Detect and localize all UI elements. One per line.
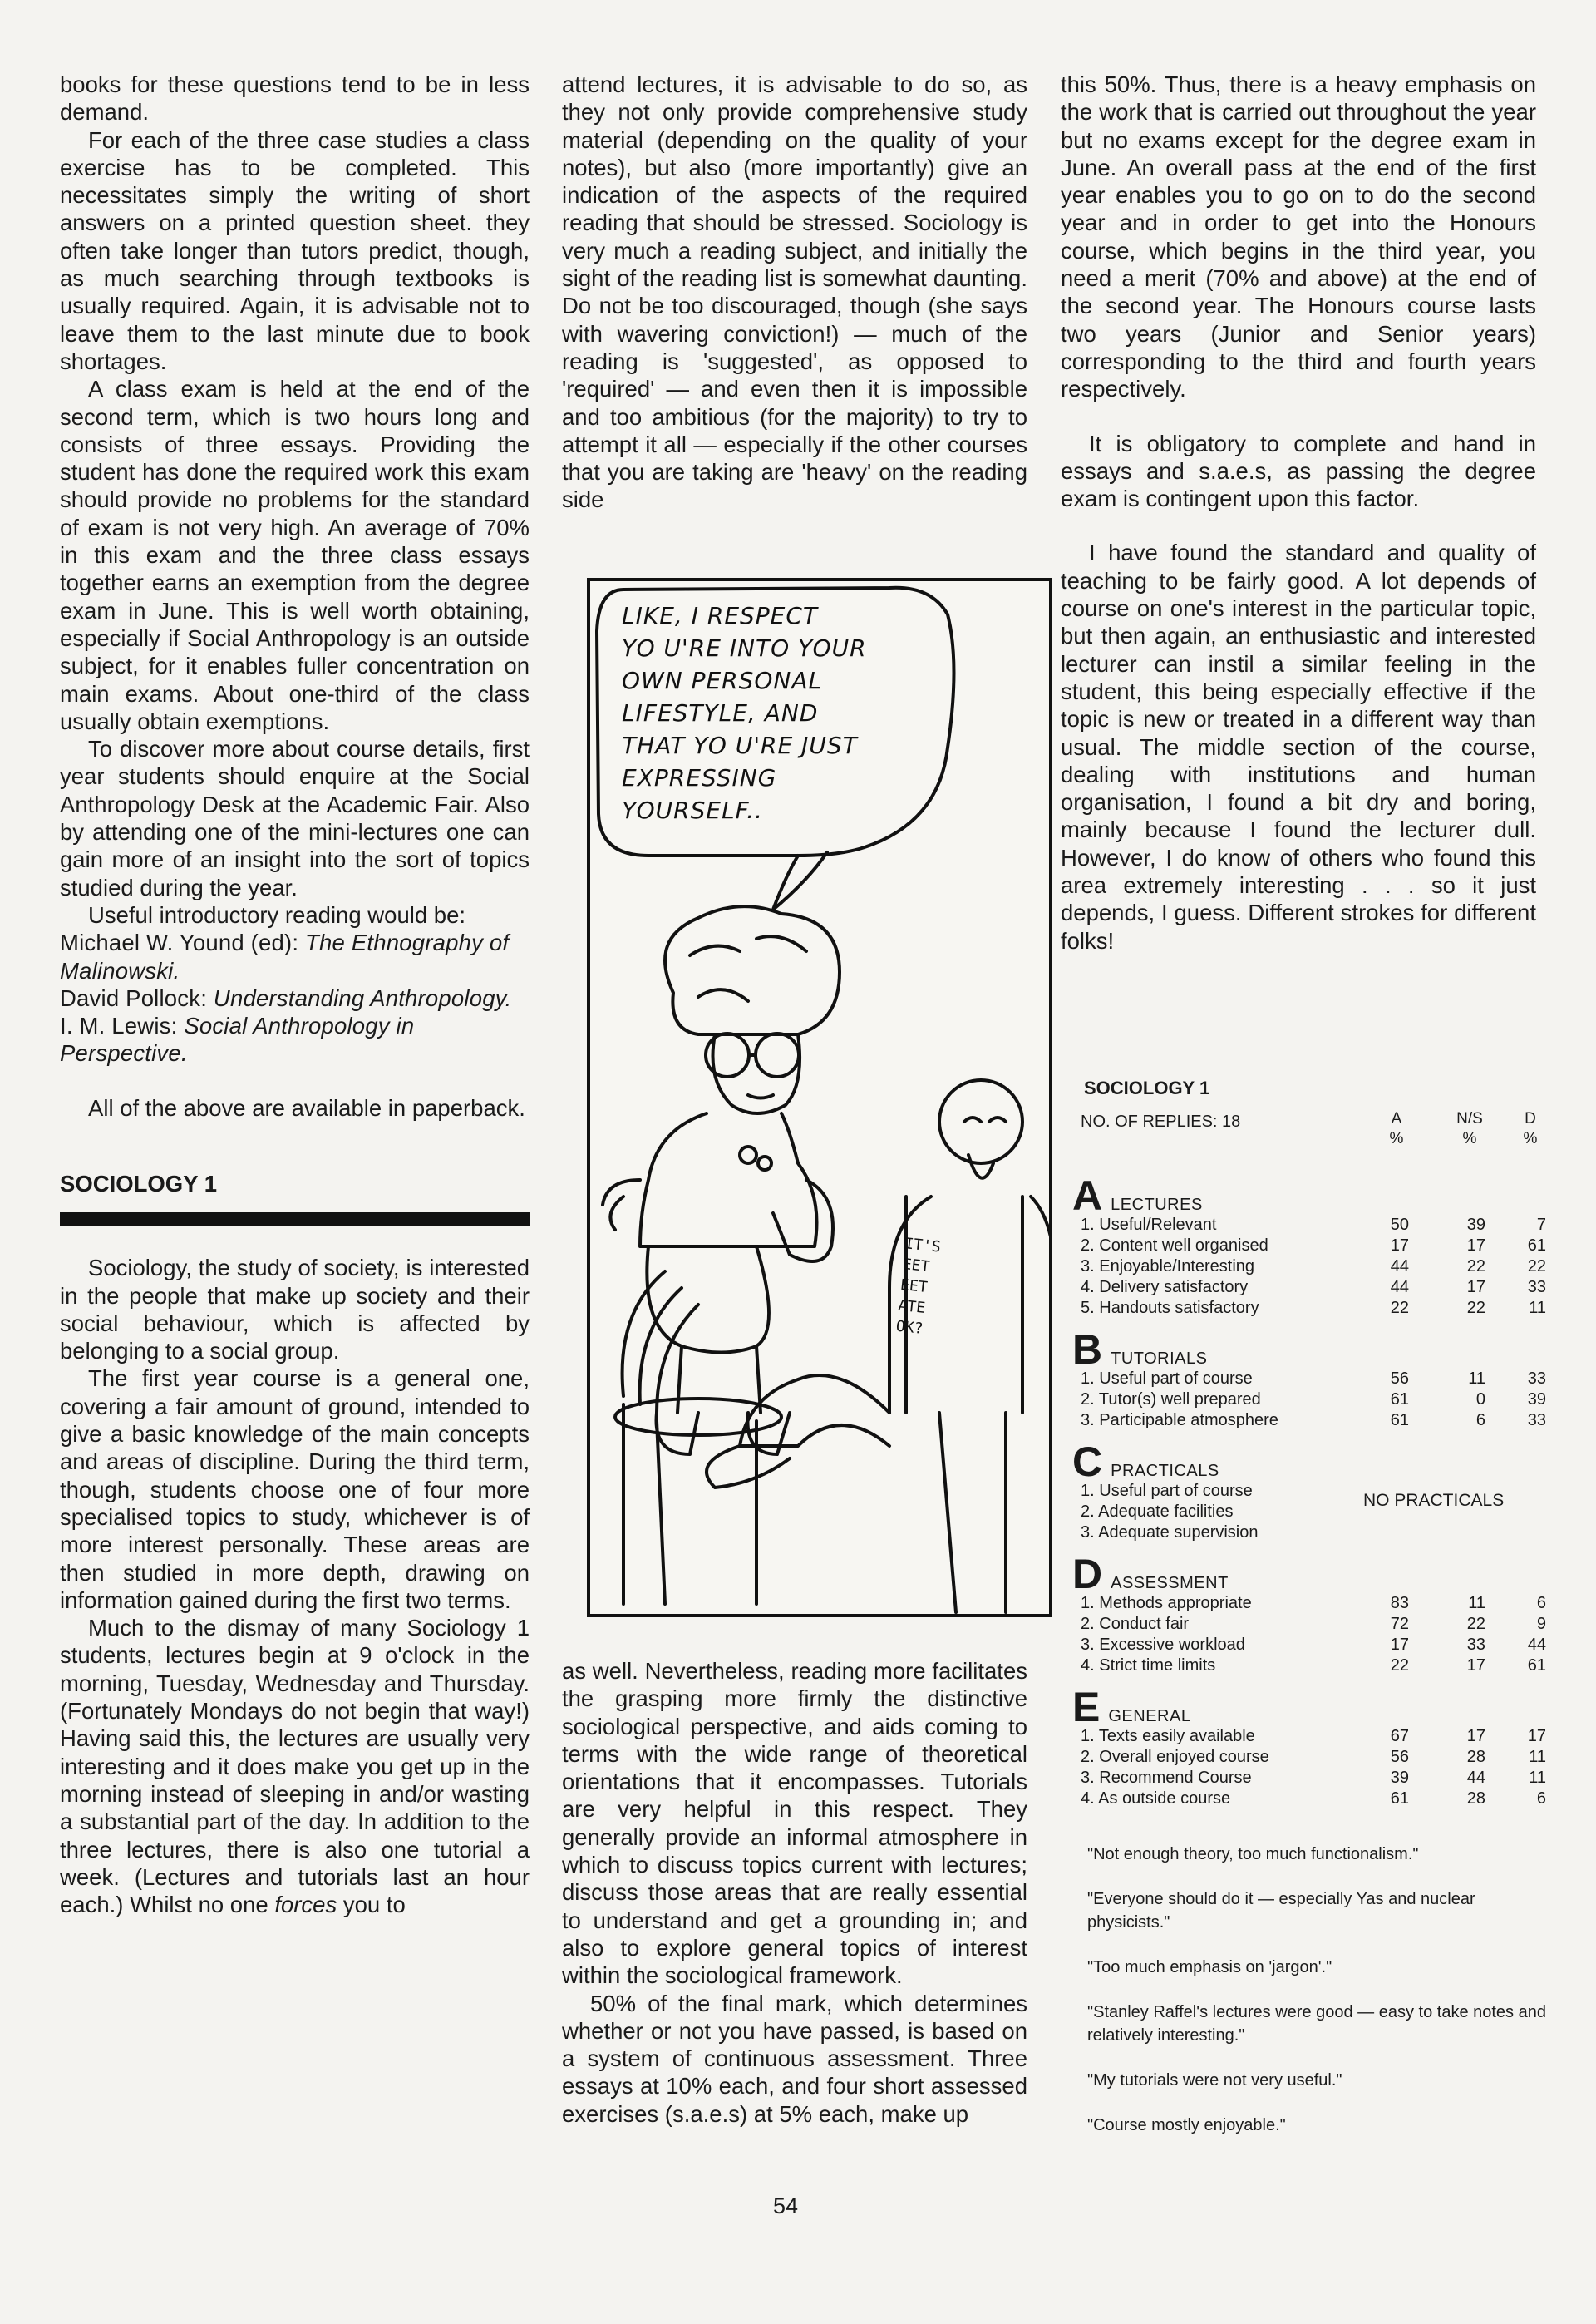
paragraph: as well. Nevertheless, reading more facilitates the grasping more firmly the distinctive sociological perspective, and aids coming to terms with the wide range of theoretical orientations that it encompasses. Tutorials are very helpful in this respect. They generally provide an informal atmosphere in which to discuss topics current with lectures; discuss those areas that are really essential to understand and get a grounding in; and also to explore general topics of interest within the sociological framework. [562,1658,1027,1989]
section-header [1072,1684,1554,1730]
heading-rule [60,1212,530,1226]
value-not-sure: 11 [1468,1369,1485,1388]
section-label: LECTURES [1111,1196,1203,1214]
survey-replies: NO. OF REPLIES: 18 [1081,1113,1241,1131]
value-not-sure: 33 [1466,1636,1485,1654]
value-not-sure: 6 [1475,1411,1485,1429]
table-row [1072,1256,1554,1277]
row-label: 1. Texts easily available [1081,1727,1255,1745]
table-row [1072,1655,1554,1676]
table-row [1072,1410,1554,1431]
survey-sections [1072,1172,1554,1809]
value-disagree: 6 [1536,1594,1546,1612]
value-agree: 22 [1390,1299,1409,1317]
row-label: 4. Delivery satisfactory [1081,1278,1249,1296]
value-disagree: 22 [1527,1257,1546,1275]
section-header [1072,1326,1554,1373]
row-label: 1. Methods appropriate [1081,1594,1252,1612]
speech-bubble-text: LIKE, I RESPECT YO U'RE INTO YOUR OWN PERSONAL LIFESTYLE, AND THAT YO U'RE JUST EXPRESSING YOURSELF.. [622,602,867,824]
paragraph: For each of the three case studies a class exercise has to be completed. This necessitates simply the writing of short answers on a printed question sheet. they often take longer than tutors predict, though, as much searching through textbooks is usually required. Again, it is advisable not to leave them to the last minute due to book shortages. [60,126,530,374]
section-label: GENERAL [1108,1707,1191,1725]
value-not-sure: 28 [1466,1789,1485,1808]
row-label: 2. Conduct fair [1081,1615,1190,1633]
row-label: 3. Enjoyable/Interesting [1081,1257,1255,1275]
value-not-sure: 17 [1466,1236,1485,1255]
value-not-sure: 11 [1468,1594,1485,1612]
value-agree: 72 [1390,1615,1409,1633]
value-not-sure: 22 [1466,1615,1485,1633]
value-not-sure: 22 [1466,1257,1485,1275]
value-disagree: 33 [1527,1411,1546,1429]
value-disagree: 17 [1527,1727,1546,1745]
value-not-sure: 0 [1475,1390,1485,1409]
value-disagree: 11 [1529,1769,1546,1787]
paragraph: Sociology, the study of society, is interested in the people that make up society and their social behaviour, which is affected by belonging to a social group. [60,1255,530,1364]
value-agree: 22 [1390,1656,1409,1675]
survey-title: SOCIOLOGY 1 [1084,1078,1210,1098]
section-letter: C [1072,1438,1103,1485]
survey-results [1072,1078,1554,2159]
paragraph: I have found the standard and quality of teaching to be fairly good. A lot depends of course on one's interest in the particular topic, but then again, an enthusiastic and interested lecturer can instil a similar feeling in the student, this being especially effective if the topic is new or treated in a different way than usual. The middle section of the course, dealing with institutions and human organisation, I found a bit dry and boring, mainly because I found the lecturer dull. However, I do know of others who found this area extremely interesting . . . so it just depends, I guess. Different strokes for different folks! [1061,540,1536,954]
section-letter: B [1072,1326,1103,1373]
row-label: 3. Adequate supervision [1081,1523,1259,1542]
survey-section [1072,1172,1554,1319]
value-agree: 56 [1390,1748,1409,1766]
section-label: TUTORIALS [1111,1349,1208,1368]
quote: "Course mostly enjoyable." [1087,2116,1286,2134]
paragraph: It is obligatory to complete and hand in essays and s.a.e.s, as passing the degree exam is contingent upon this factor. [1061,430,1536,512]
t-shirt-text: IT'S EET EET ATE OK? [894,1235,942,1338]
row-label: 2. Tutor(s) well prepared [1081,1390,1261,1409]
table-row [1072,1747,1554,1768]
value-agree: 44 [1390,1257,1409,1275]
table-row [1072,1389,1554,1410]
value-agree: 17 [1390,1636,1409,1654]
section-note: NO PRACTICALS [1363,1491,1505,1510]
paragraph: attend lectures, it is advisable to do so, as they not only provide comprehensive study material (depending on the quality of your notes), but also (more importantly) give an indication of the aspects of the required reading that should be stressed. Sociology is very much a reading subject, and initially the sight of the reading list is somewhat daunting. Do not be too discouraged, though (she says with wavering conviction!) — much of the reading is 'suggested', as opposed to 'required' — and even then it is impossible and too ambitious (for the majority) to try to attempt it all — especially if the other courses that you are taking are 'heavy' on the reading side [562,72,1027,513]
table-row [1072,1277,1554,1298]
survey-section [1072,1326,1554,1431]
table-row [1072,1298,1554,1319]
value-disagree: 33 [1527,1278,1546,1296]
column-header-ns: N/S % [1456,1110,1483,1147]
row-label: 4. As outside course [1081,1789,1231,1808]
table-row [1072,1502,1554,1522]
paragraph: books for these questions tend to be in less demand. [60,72,530,126]
table-row [1072,1369,1554,1389]
reading-intro: Useful introductory reading would be: [88,901,466,928]
paragraph: Much to the dismay of many Sociology 1 students, lectures begin at 9 o'clock in the morning, Tuesday, Wednesday and Thursday. (Fortunately Mondays do not begin that way!) Having said this, the lectures are usually very interesting and it does make you get up in the morning instead of sleeping in and/or wasting a substantial part of the day. In addition to the three lectures, there is also one tutorial a week. (Lectures and tutorials last an hour each.) Whilst no one forces you to [60,1615,530,1918]
reading-item: David Pollock: Understanding Anthropology. [60,984,512,1011]
column-3 [1061,71,1536,955]
value-agree: 61 [1390,1789,1409,1808]
value-not-sure: 28 [1466,1748,1485,1766]
survey-section [1072,1684,1554,1809]
column-2-continued [562,1657,1027,2128]
value-agree: 44 [1390,1278,1409,1296]
column-1 [60,71,530,1918]
value-not-sure: 17 [1466,1278,1485,1296]
value-not-sure: 17 [1466,1727,1485,1745]
value-agree: 56 [1390,1369,1409,1388]
row-label: 3. Participable atmosphere [1081,1411,1278,1429]
table-row [1072,1789,1554,1809]
value-agree: 17 [1390,1236,1409,1255]
value-disagree: 9 [1536,1615,1546,1633]
page-number: 54 [773,2193,799,2218]
row-label: 4. Strict time limits [1081,1656,1216,1675]
value-not-sure: 22 [1466,1299,1485,1317]
section-header [1072,1551,1554,1597]
paragraph: To discover more about course details, first year students should enquire at the Social Anthropology Desk at the Academic Fair. Also by attending one of the mini-lectures one can gain more of an insight into the sort of topics studied during the year. [60,736,530,900]
value-disagree: 11 [1529,1748,1546,1766]
quote: "Not enough theory, too much functionalism." [1087,1845,1419,1863]
quote: "My tutorials were not very useful." [1087,2071,1342,2090]
row-label: 2. Adequate facilities [1081,1502,1234,1521]
row-label: 1. Useful part of course [1081,1369,1253,1388]
value-disagree: 61 [1527,1656,1546,1675]
value-agree: 67 [1390,1727,1409,1745]
paragraph: The first year course is a general one, covering a fair amount of ground, intended to give a basic knowledge of the main concepts and areas of discipline. During the third term, though, students choose one of four more specialised topics to study, whichever is of more interest personally. These areas are then studied in more depth, drawing on information gained during the first two terms. [60,1365,530,1613]
column-2 [562,71,1027,514]
section-header [1072,1438,1554,1485]
paragraph: 50% of the final mark, which determines whether or not you have passed, is based on a system of continuous assessment. Three essays at 10% each, and four short assessed exercises (s.a.e.s) at 5% each, make up [562,1990,1027,2127]
section-header [1072,1172,1554,1219]
value-agree: 50 [1390,1216,1409,1234]
section-label: PRACTICALS [1111,1462,1219,1480]
paragraph: this 50%. Thus, there is a heavy emphasis on the work that is carried out throughout the year but no exams except for the degree exam in June. An overall pass at the end of the first year enables you to go on to do the second year and in order to get into the Honours course, which begins in the third year, you need a merit (70% and above) at the end of the second year. The Honours course lasts two years (Junior and Senior years) corresponding to the third and fourth years respectively. [1061,72,1536,402]
value-disagree: 61 [1527,1236,1546,1255]
row-label: 3. Recommend Course [1081,1769,1252,1787]
quote: "Too much emphasis on 'jargon'." [1087,1958,1332,1976]
value-disagree: 11 [1529,1299,1546,1317]
quote: "Everyone should do it — especially Yas and nuclear physicists." [1087,1890,1475,1932]
row-label: 2. Content well organised [1081,1236,1268,1255]
student-quotes [1072,1843,1554,2137]
table-row [1072,1768,1554,1789]
value-agree: 83 [1390,1594,1409,1612]
row-label: 3. Excessive workload [1081,1636,1245,1654]
survey-section [1072,1551,1554,1676]
row-label: 5. Handouts satisfactory [1081,1299,1259,1317]
value-disagree: 39 [1527,1390,1546,1409]
row-label: 2. Overall enjoyed course [1081,1748,1269,1766]
column-header-a: A % [1389,1110,1404,1147]
cartoon-illustration [587,578,1052,1617]
reading-item: I. M. Lewis: Social Anthropology in Perspective. [60,1013,415,1067]
table-row [1072,1522,1554,1543]
row-label: 1. Useful part of course [1081,1482,1253,1500]
table-row [1072,1726,1554,1747]
paragraph: A class exam is held at the end of the second term, which is two hours long and consists of three essays. Providing the student has done the required work this exam should provide no problems for the standard of exam is not very high. An average of 70% in this exam and the three class essays together earns an exemption from the degree exam in June. This is well worth obtaining, especially if Social Anthropology is an outside subject, for it enables fuller concentration on main exams. About one-third of the class usually obtain exemptions. [60,376,530,734]
value-agree: 61 [1390,1390,1409,1409]
survey-section [1072,1438,1554,1543]
section-heading: SOCIOLOGY 1 [60,1170,217,1197]
table-row [1072,1236,1554,1256]
paragraph: All of the above are available in paperback. [88,1094,525,1121]
reading-item: Michael W. Yound (ed): The Ethnography of Malinowski. [60,930,510,984]
table-row [1072,1635,1554,1655]
section-label: ASSESSMENT [1111,1574,1229,1592]
value-disagree: 6 [1536,1789,1546,1808]
value-disagree: 44 [1527,1636,1546,1654]
value-not-sure: 39 [1466,1216,1485,1234]
value-disagree: 33 [1527,1369,1546,1388]
value-disagree: 7 [1536,1216,1546,1234]
value-agree: 61 [1390,1411,1409,1429]
value-not-sure: 44 [1466,1769,1485,1787]
table-row [1072,1593,1554,1614]
section-letter: D [1072,1551,1103,1597]
section-letter: E [1072,1684,1101,1730]
table-row [1072,1215,1554,1236]
value-agree: 39 [1390,1769,1409,1787]
section-letter: A [1072,1172,1103,1219]
row-label: 1. Useful/Relevant [1081,1216,1217,1234]
table-row [1072,1481,1554,1502]
table-row [1072,1614,1554,1635]
quote: "Stanley Raffel's lectures were good — easy to take notes and relatively interesting." [1087,2003,1546,2045]
value-not-sure: 17 [1466,1656,1485,1675]
reading-list [60,901,530,1068]
column-header-d: D % [1523,1110,1538,1147]
